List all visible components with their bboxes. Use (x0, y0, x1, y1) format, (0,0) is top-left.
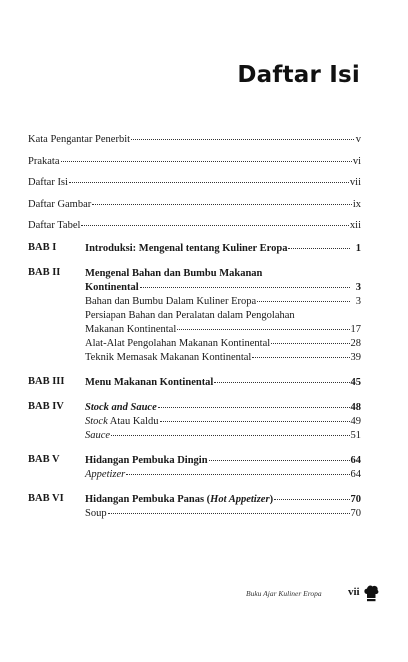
toc-entry-daftar-gambar[interactable] (28, 199, 361, 221)
chapter-4 (28, 401, 361, 443)
section-title: Teknik Memasak Makanan Kontinental (85, 352, 252, 363)
footer-page-number: vii (348, 586, 360, 598)
chapter-list (28, 242, 361, 532)
chapter-title: Hidangan Pembuka Dingin (85, 455, 208, 466)
chapter-page: 1 (355, 243, 361, 254)
chapter-title: Introduksi: Mengenal tentang Kuliner Eropa (85, 243, 288, 254)
chapter-number: BAB IV (28, 401, 64, 412)
section-entry[interactable] (85, 415, 361, 429)
toc-entry-label: Daftar Gambar (28, 198, 92, 210)
toc-entry-page: ix (352, 198, 361, 210)
chapter-number: BAB II (28, 267, 61, 278)
section-page: 3 (355, 296, 361, 307)
chapter-title-entry[interactable] (85, 242, 361, 256)
section-title: Sauce (85, 430, 111, 441)
section-title: Bahan dan Bumbu Dalam Kuliner Eropa (85, 296, 257, 307)
chapter-number: BAB VI (28, 493, 64, 504)
toc-entry-label: Prakata (28, 155, 60, 167)
toc-entry-page: xii (349, 220, 361, 231)
toc-entry-page: vii (349, 177, 361, 188)
chapter-title: Menu Makanan Kontinental (85, 377, 214, 388)
chapter-page: 3 (355, 282, 361, 293)
toc-entry-label: Daftar Isi (28, 177, 68, 188)
section-entry[interactable] (85, 468, 361, 482)
dot-leader (92, 204, 352, 205)
footer-book-title: Buku Ajar Kuliner Eropa (246, 589, 322, 598)
section-entry[interactable] (85, 351, 361, 365)
section-title-cont: Makanan Kontinental (85, 324, 177, 335)
chapter-title-cont: Kontinental (85, 282, 139, 293)
dot-leader (252, 357, 349, 358)
section-entry[interactable] (85, 323, 361, 337)
chapter-title-entry[interactable] (85, 401, 361, 415)
chapter-page: 48 (350, 402, 361, 413)
chapter-2 (28, 267, 361, 365)
chapter-1 (28, 242, 361, 256)
chapter-page: 70 (350, 494, 361, 505)
chapter-page: 64 (350, 455, 361, 466)
chef-hat-icon (363, 584, 379, 602)
section-entry[interactable] (85, 337, 361, 351)
chapter-number: BAB III (28, 376, 65, 387)
dot-leader (61, 161, 352, 162)
section-page: 51 (350, 430, 361, 441)
chapter-5 (28, 454, 361, 482)
toc-entry-page: v (355, 134, 361, 145)
section-page: 39 (350, 352, 361, 363)
chapter-6 (28, 493, 361, 521)
dot-leader (131, 139, 354, 140)
dot-leader (160, 421, 350, 422)
chapter-number: BAB I (28, 242, 57, 253)
section-page: 70 (350, 508, 361, 519)
section-page: 28 (350, 338, 361, 349)
dot-leader (126, 474, 349, 475)
chapter-3 (28, 376, 361, 390)
section-title: Soup (85, 508, 107, 519)
chapter-title[interactable]: Mengenal Bahan dan Bumbu Makanan (85, 268, 263, 279)
chapter-number: BAB V (28, 454, 60, 465)
section-title: Alat-Alat Pengolahan Makanan Kontinental (85, 338, 271, 349)
section-page: 64 (350, 469, 361, 480)
toc-entry-daftar-tabel[interactable] (28, 220, 361, 242)
section-title: Stock Atau Kaldu (85, 416, 159, 427)
dot-leader (69, 182, 349, 183)
toc-entry-prakata[interactable] (28, 156, 361, 178)
chapter-title: Stock and Sauce (85, 402, 157, 413)
dot-leader (288, 248, 350, 249)
chapter-title-entry[interactable] (85, 493, 361, 507)
toc-entry-kata-pengantar[interactable] (28, 134, 361, 156)
section-entry[interactable] (85, 295, 361, 309)
section-entry[interactable] (85, 507, 361, 521)
page-title: Daftar Isi (237, 62, 360, 88)
dot-leader (257, 301, 350, 302)
dot-leader (158, 407, 350, 408)
dot-leader (140, 287, 350, 288)
section-entry[interactable] (85, 429, 361, 443)
dot-leader (214, 382, 349, 383)
front-matter-list (28, 134, 361, 242)
section-page: 17 (350, 324, 361, 335)
section-title: Appetizer (85, 469, 126, 480)
chapter-title-entry[interactable] (85, 454, 361, 468)
section-page: 49 (350, 416, 361, 427)
dot-leader (111, 435, 349, 436)
chapter-title-entry[interactable] (85, 281, 361, 295)
dot-leader (177, 329, 349, 330)
chapter-title-entry[interactable] (85, 376, 361, 390)
section-title[interactable]: Persiapan Bahan dan Peralatan dalam Pengolahan (85, 310, 295, 321)
toc-entry-page: vi (352, 155, 361, 167)
chapter-title: Hidangan Pembuka Panas (Hot Appetizer) (85, 494, 274, 505)
toc-entry-label: Kata Pengantar Penerbit (28, 134, 131, 145)
dot-leader (271, 343, 349, 344)
dot-leader (274, 499, 349, 500)
dot-leader (81, 225, 348, 226)
toc-entry-daftar-isi[interactable] (28, 177, 361, 199)
chapter-page: 45 (350, 377, 361, 388)
dot-leader (108, 513, 350, 514)
dot-leader (209, 460, 350, 461)
toc-entry-label: Daftar Tabel (28, 220, 81, 231)
